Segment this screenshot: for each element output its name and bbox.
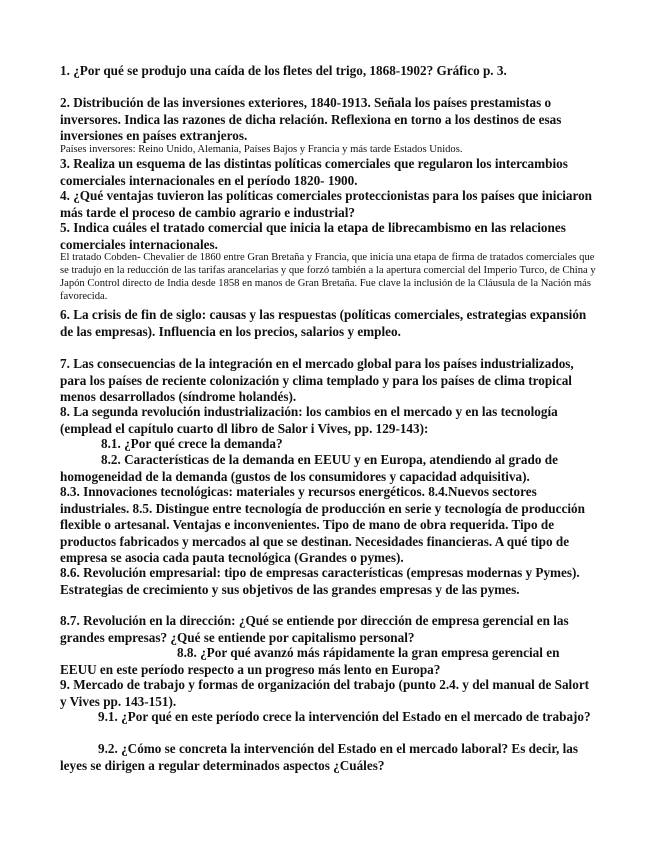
question-9-1: 9.1. ¿Por qué en este período crece la intervención del Estado en el mercado de trabajo?: [98, 709, 591, 724]
answer-5: El tratado Cobden- Chevalier de 1860 entre Gran Bretaña y Francia, que inicia una etapa de firma de tratados comerciales que se tradujo en la reducción de las tarifas arancelarias y que forzó también a la apertura comercial del Imperio Turco, de China y Japón Control directo de India desde 1858 en manos de Gran Bretaña. Fue clave la inclusión de la Cláusula de la Nación más favorecida.: [60, 252, 596, 302]
question-6: 6. La crisis de fin de siglo: causas y las respuestas (políticas comerciales, estrategias expansión de las empresas). Influencia en los precios, salarios y empleo.: [60, 307, 587, 339]
question-1: 1. ¿Por qué se produjo una caída de los fletes del trigo, 1868-1902? Gráfico p. 3.: [60, 63, 507, 78]
question-8-8: 8.8. ¿Por qué avanzó más rápidamente la gran empresa gerencial en EEUU en este período respecto a un progreso más lento en Europa?: [60, 645, 560, 677]
question-8-1: 8.1. ¿Por qué crece la demanda?: [101, 436, 283, 451]
question-8-6: 8.6. Revolución empresarial: tipo de empresas características (empresas modernas y Pymes). Estrategias de crecimiento y sus objetivos de las grandes empresas y de las pymes.: [60, 565, 580, 597]
question-5: 5. Indica cuáles el tratado comercial que inicia la etapa de librecambismo en las relaciones comerciales internacionales.: [60, 220, 566, 252]
question-3: 3. Realiza un esquema de las distintas políticas comerciales que regularon los intercambios comerciales internacionales en el período 1820- 1900.: [60, 156, 568, 188]
question-8-2: 8.2. Características de la demanda en EEUU y en Europa, atendiendo al grado de homogeneidad de la demanda (gustos de los consumidores y capacidad adquisitiva).: [60, 452, 558, 484]
question-8-7: 8.7. Revolución en la dirección: ¿Qué se entiende por dirección de empresa gerencial en las grandes empresas? ¿Qué se entiende por capitalismo personal?: [60, 613, 569, 645]
question-4: 4. ¿Qué ventajas tuvieron las políticas comerciales proteccionistas para los países que iniciaron más tarde el proceso de cambio agrario e industrial?: [60, 188, 593, 220]
question-7: 7. Las consecuencias de la integración en el mercado global para los países industrializados, para los países de reciente colonización y clima templado y para los países de clima tropical menos desarrollados (síndrome holandés).: [60, 356, 574, 404]
question-9-2: 9.2. ¿Cómo se concreta la intervención del Estado en el mercado laboral? Es decir, las leyes se dirigen a regular determinados aspectos ¿Cuáles?: [60, 741, 578, 773]
question-8: 8. La segunda revolución industrialización: los cambios en el mercado y en las tecnología (emplead el capítulo cuarto dl libro de Salor i Vives, pp. 129-143):: [60, 404, 558, 436]
question-2: 2. Distribución de las inversiones exteriores, 1840-1913. Señala los países prestamistas o inversores. Indica las razones de dicha relación. Reflexiona en torno a los destinos de esas inversiones en países extranjeros.: [60, 95, 562, 143]
answer-2: Países inversores: Reino Unido, Alemania, Países Bajos y Francia y más tarde Estados Unidos.: [60, 144, 463, 155]
question-8-3: 8.3. Innovaciones tecnológicas: materiales y recursos energéticos. 8.4.Nuevos sectores industriales. 8.5. Distingue entre tecnología de producción en serie y tecnología de producción flexible o artesanal. Ventajas e inconvenientes. Tipo de mano de obra requerida. Tipo de productos fabricados y mercados al que se destinan. Necesidades financieras. A qué tipo de empresa se asocia cada pauta tecnológica (Grandes o pymes).: [60, 484, 585, 565]
question-9: 9. Mercado de trabajo y formas de organización del trabajo (punto 2.4. y del manual de Salort y Vives pp. 143-151).: [60, 677, 590, 709]
